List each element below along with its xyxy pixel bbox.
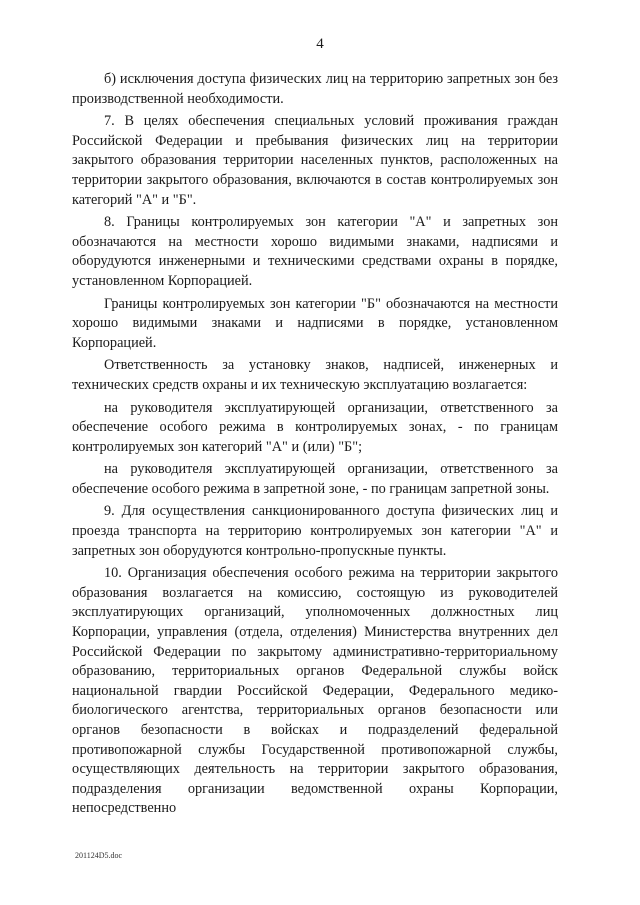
paragraph-clause-10: 10. Организация обеспечения особого режима на территории закрытого образования возлагается на комиссию, состоящую из руководителей эксплуатирующих организаций, уполномоченных должностных лиц Корпорации, управления (отдела, отделения) Министерства внутренних дел Российской Федерации по закрытому административно-территориальному образованию, территориальных органов Федеральной службы войск национальной гвардии Российской Федерации, Федерального медико-биологического агентства, территориальных органов безопасности или органов безопасности в войсках и подразделений федеральной противопожарной службы Государственной противопожарной службы, осуществляющих деятельность на территории закрытого образования, подразделения организации ведомственной охраны Корпорации, непосредственно <box>72 565 558 817</box>
paragraph-responsibility-restricted-zone: на руководителя эксплуатирующей организации, ответственного за обеспечение особого режима в запретной зоне, - по границам запретной зоны. <box>72 461 558 497</box>
paragraph-clause-8: 8. Границы контролируемых зон категории "А" и запретных зон обозначаются на местности хорошо видимыми знаками, надписями и оборудуются инженерными и техническими средствами охраны в порядке, установленном Корпорацией. <box>72 214 558 289</box>
paragraph-responsibility: Ответственность за установку знаков, надписей, инженерных и технических средств охраны и их техническую эксплуатацию возлагается: <box>72 357 558 393</box>
paragraph-responsibility-controlled-zones: на руководителя эксплуатирующей организации, ответственного за обеспечение особого режима в контролируемых зонах, - по границам контролируемых зон категорий "А" и (или) "Б"; <box>72 399 558 455</box>
page-number: 4 <box>316 36 324 52</box>
paragraph-clause-7: 7. В целях обеспечения специальных условий проживания граждан Российской Федерации и пребывания физических лиц на территории закрытого образования территории населенных пунктов, расположенных на территории закрытого образования, включаются в состав контролируемых зон категорий "А" и "Б". <box>72 113 558 208</box>
paragraph-zone-b-borders: Границы контролируемых зон категории "Б" обозначаются на местности хорошо видимыми знаками и надписями в порядке, установленном Корпорацией. <box>72 295 558 351</box>
footer-file-code: 201124D5.doc <box>75 851 123 860</box>
paragraph-clause-9: 9. Для осуществления санкционированного доступа физических лиц и проезда транспорта на территорию контролируемых зон категории "А" и запретных зон оборудуются контрольно-пропускные пункты. <box>72 503 558 559</box>
paragraph-clause-6b: б) исключения доступа физических лиц на территорию запретных зон без производственной необходимости. <box>72 71 558 107</box>
document-body <box>72 70 558 822</box>
